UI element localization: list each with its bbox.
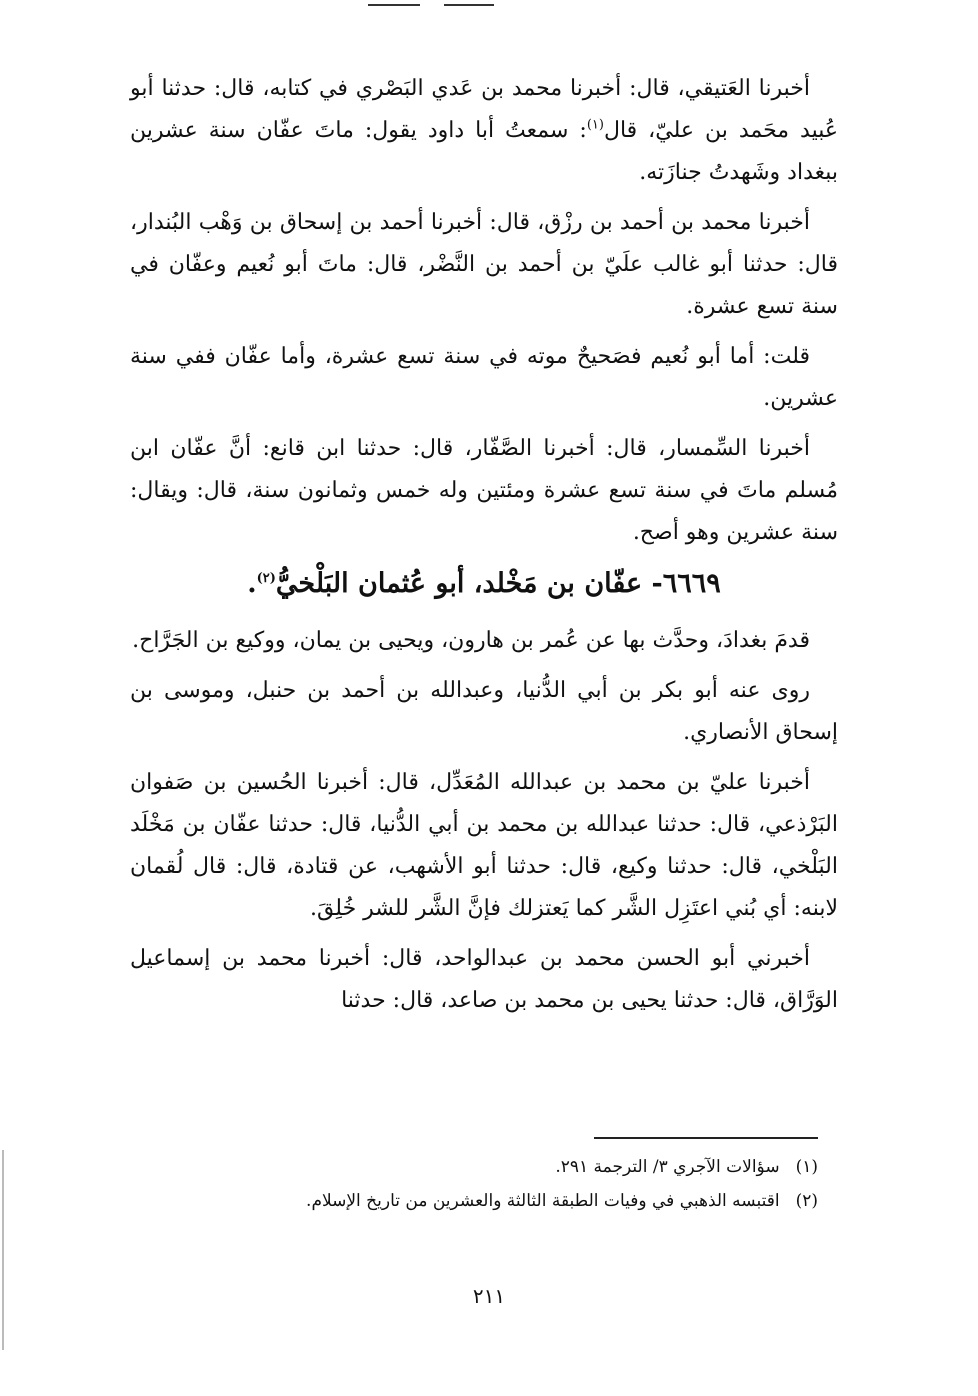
- entry-heading-end: .: [247, 568, 257, 599]
- footnote-1-number: (١): [795, 1157, 818, 1177]
- footnotes: [200, 1150, 818, 1218]
- entry-heading: [130, 562, 838, 606]
- top-mark-left: [368, 4, 420, 6]
- footnote-2-text: اقتبسه الذهبي في وفيات الطبقة الثالثة والعشرين من تاريخ الإسلام.: [306, 1191, 780, 1211]
- paragraph-1-text: أخبرنا العَتيقي، قال: أخبرنا محمد بن عَدي البَصْري في كتابه، قال: حدثنا أبو عُبيد محَمد بن عليّ، قال: [130, 76, 838, 143]
- paragraph-1-rest: : سمعتُ أبا داود يقول: ماتَ عفّان سنة عشرين ببغداد وشَهدتُ جنازَته.: [130, 118, 838, 185]
- entry-paragraph-2: روى عنه أبو بكر بن أبي الدُّنيا، وعبدالله بن أحمد بن حنبل، وموسى بن إسحاق الأنصاري.: [130, 678, 838, 745]
- footnote-ref-1: (١): [586, 117, 604, 133]
- footnote-2-number: (٢): [795, 1191, 818, 1211]
- paragraph-4: أخبرنا السِّمسار، قال: أخبرنا الصَّفّار، قال: حدثنا ابن قانع: أنَّ عفّان ابن مُسلم ماتَ في سنة تسع عشرة ومئتين وله خمس وثمانون سنة، قال: ويقال: سنة عشرين وهو أصح.: [130, 436, 838, 545]
- entry-paragraph-3: أخبرنا عليّ بن محمد بن عبدالله المُعَدِّل، قال: أخبرنا الحُسين بن صَفوان البَرْذعي، قال: حدثنا عبدالله بن محمد بن أبي الدُّنيا، قال: حدثنا عفّان بن مَخْلَد البَلْخي، قال: حدثنا وكيع، قال: حدثنا أبو الأشهب، عن قتادة، قال: قال لُقمان لابنه: أي بُني اعتَزِل الشَّر كما يَعتزلك فإنَّ الشَّر للشر خُلِقَ.: [130, 770, 838, 921]
- footnote-2: [200, 1184, 818, 1218]
- entry-paragraph-4: أخبرني أبو الحسن محمد بن عبدالواحد، قال: أخبرنا محمد بن إسماعيل الوَرَّاق، قال: حدثنا يحيى بن محمد بن صاعد، قال: حدثنا: [130, 946, 838, 1013]
- entry-paragraph-1: قدمَ بغدادَ، وحدَّث بها عن عُمر بن هارون، ويحيى بن يمان، ووكيع بن الجَرَّاح.: [132, 628, 810, 653]
- scan-edge: [2, 1150, 4, 1350]
- page-number: ٢١١: [472, 1284, 506, 1308]
- footnote-1: [200, 1150, 818, 1184]
- paragraph-3: قلت: أما أبو نُعيم فصَحيحٌ موته في سنة تسع عشرة، وأما عفّان ففي سنة عشرين.: [130, 344, 838, 411]
- top-mark-right: [444, 4, 494, 6]
- footnote-ref-2: (٢): [256, 571, 276, 586]
- footnote-1-text: سؤالات الآجري ٣/ الترجمة ٢٩١.: [555, 1157, 780, 1177]
- main-text: [130, 68, 838, 1030]
- paragraph-1: [130, 68, 838, 194]
- paragraph-2: أخبرنا محمد بن أحمد بن رزْق، قال: أخبرنا أحمد بن إسحاق بن وَهْب البُندار، قال: حدثنا أبو غالب علَيّ بن أحمد بن النَّضْر، قال: ماتَ أبو نُعيم وعفّان في سنة تسع عشرة.: [130, 210, 838, 319]
- footnote-separator: [594, 1137, 818, 1139]
- entry-heading-text: ٦٦٦٩- عفّان بن مَخْلد، أبو عُثمان البَلْخيُّ: [275, 568, 721, 599]
